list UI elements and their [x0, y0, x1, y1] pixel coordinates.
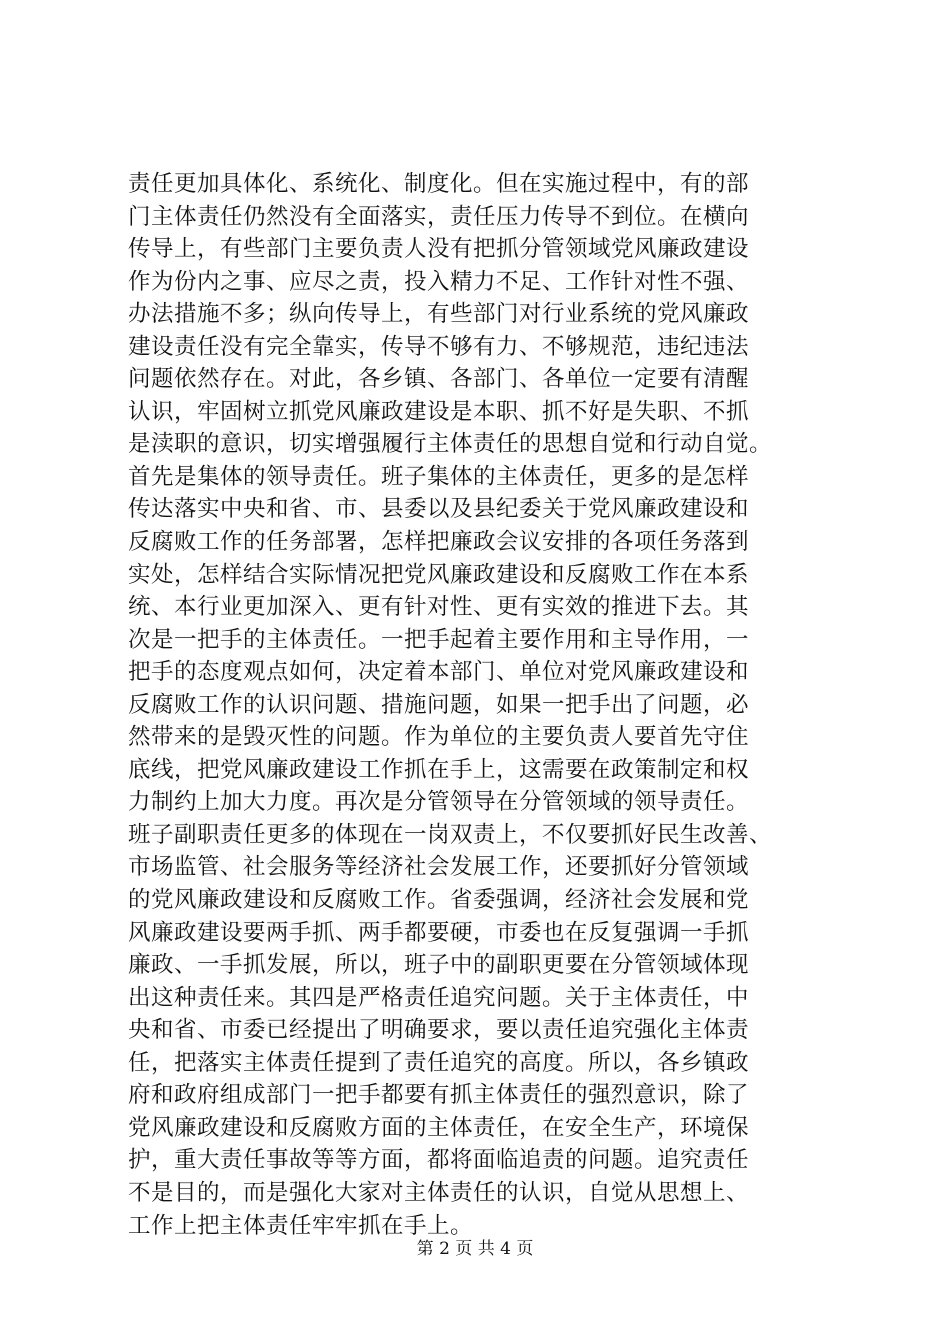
text-line: 反腐败工作的任务部署，怎样把廉政会议安排的各项任务落到 [128, 529, 750, 556]
text-line: 廉政、一手抓发展，所以，班子中的副职更要在分管领域体现 [128, 952, 750, 979]
text-line: 是渎职的意识，切实增强履行主体责任的思想自觉和行动自觉。 [128, 431, 773, 458]
text-line: 出这种责任来。其四是严格责任追究问题。关于主体责任，中 [128, 984, 750, 1011]
text-line: 护，重大责任事故等等方面，都将面临追责的问题。追究责任 [128, 1147, 750, 1174]
text-line: 风廉政建设要两手抓、两手都要硬，市委也在反复强调一手抓 [128, 919, 750, 946]
text-line: 底线，把党风廉政建设工作抓在手上，这需要在政策制定和权 [128, 756, 750, 783]
body-paragraph [128, 168, 856, 1242]
text-line: 首先是集体的领导责任。班子集体的主体责任，更多的是怎样 [128, 463, 750, 490]
text-line: 实处，怎样结合实际情况把党风廉政建设和反腐败工作在本系 [128, 561, 750, 588]
text-line: 府和政府组成部门一把手都要有抓主体责任的强烈意识，除了 [128, 1082, 750, 1109]
text-line: 建设责任没有完全靠实，传导不够有力、不够规范，违纪违法 [128, 333, 750, 360]
text-line: 责任更加具体化、系统化、制度化。但在实施过程中，有的部 [128, 171, 750, 197]
text-line: 传导上，有些部门主要负责人没有把抓分管领域党风廉政建设 [128, 236, 750, 263]
text-line: 认识，牢固树立抓党风廉政建设是本职、抓不好是失职、不抓 [128, 398, 750, 425]
text-line: 反腐败工作的认识问题、措施问题，如果一把手出了问题，必 [128, 691, 750, 718]
page-number-footer: 第 2 页 共 4 页 [416, 1239, 534, 1259]
text-line: 班子副职责任更多的体现在一岗双责上，不仅要抓好民生改善、 [128, 821, 773, 848]
text-line: 任，把落实主体责任提到了责任追究的高度。所以，各乡镇政 [128, 1049, 750, 1076]
text-line: 次是一把手的主体责任。一把手起着主要作用和主导作用，一 [128, 626, 750, 653]
text-line: 央和省、市委已经提出了明确要求，要以责任追究强化主体责 [128, 1017, 750, 1044]
text-line: 工作上把主体责任牢牢抓在手上。 [128, 1212, 474, 1239]
text-line: 问题依然存在。对此，各乡镇、各部门、各单位一定要有清醒 [128, 366, 750, 393]
text-line: 统、本行业更加深入、更有针对性、更有实效的推进下去。其 [128, 594, 750, 621]
text-line: 党风廉政建设和反腐败方面的主体责任，在安全生产，环境保 [128, 1114, 750, 1141]
text-line: 然带来的是毁灭性的问题。作为单位的主要负责人要首先守住 [128, 724, 750, 751]
text-line: 作为份内之事、应尽之责，投入精力不足、工作针对性不强、 [128, 268, 750, 295]
text-line: 力制约上加大力度。再次是分管领导在分管领域的领导责任。 [128, 789, 750, 816]
text-line: 把手的态度观点如何，决定着本部门、单位对党风廉政建设和 [128, 659, 750, 686]
text-line: 办法措施不多；纵向传导上，有些部门对行业系统的党风廉政 [128, 301, 750, 328]
text-line: 传达落实中央和省、市、县委以及县纪委关于党风廉政建设和 [128, 496, 750, 523]
text-line: 的党风廉政建设和反腐败工作。省委强调，经济社会发展和党 [128, 887, 750, 914]
text-line: 门主体责任仍然没有全面落实，责任压力传导不到位。在横向 [128, 203, 750, 230]
text-line: 不是目的，而是强化大家对主体责任的认识，自觉从思想上、 [128, 1179, 750, 1206]
text-line: 市场监管、社会服务等经济社会发展工作，还要抓好分管领域 [128, 854, 750, 881]
